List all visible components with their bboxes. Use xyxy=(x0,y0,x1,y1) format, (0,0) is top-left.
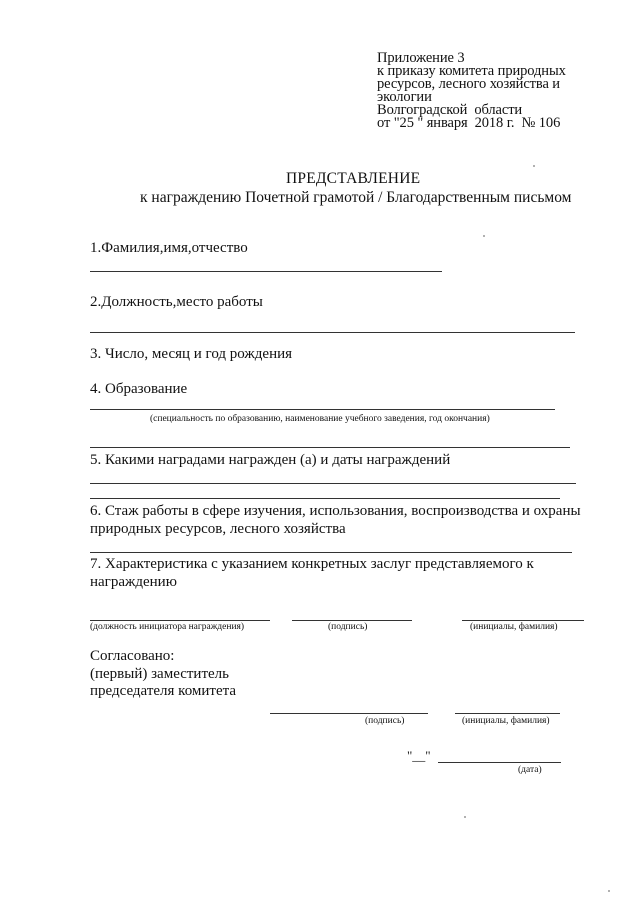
scan-speck xyxy=(608,890,610,892)
date-line[interactable] xyxy=(438,762,561,763)
initiator-signature-hint: (подпись) xyxy=(328,622,368,632)
field-education-hint: (специальность по образованию, наименование учебного заведения, год окончания) xyxy=(150,414,490,424)
scan-speck xyxy=(464,816,466,818)
approver-name-hint: (инициалы, фамилия) xyxy=(462,716,550,726)
appendix-block: Приложение 3 к приказу комитета природных ресурсов, лесного хозяйства и экологии Волгоградской области от "25 " января 2018 г. № 106 xyxy=(377,50,566,131)
approver-signature-line[interactable] xyxy=(270,713,428,714)
field-education-label: 4. Образование xyxy=(90,381,188,397)
field-full-name-line[interactable] xyxy=(90,271,442,272)
initiator-signature-line[interactable] xyxy=(292,620,412,621)
field-awards-line-2[interactable] xyxy=(90,498,560,499)
field-education-line-2[interactable] xyxy=(90,447,570,448)
field-awards-line[interactable] xyxy=(90,483,576,484)
field-full-name-label: 1.Фамилия,имя,отчество xyxy=(90,240,248,256)
initiator-position-hint: (должность инициатора награждения) xyxy=(90,622,245,632)
document-title: ПРЕДСТАВЛЕНИЕ xyxy=(286,170,421,187)
field-characteristic-label: 7. Характеристика с указанием конкретных заслуг представляемого к xyxy=(90,556,534,572)
initiator-name-line[interactable] xyxy=(462,620,584,621)
approver-name-line[interactable] xyxy=(455,713,560,714)
field-position-label: 2.Должность,место работы xyxy=(90,294,263,310)
field-birth-date-label: 3. Число, месяц и год рождения xyxy=(90,346,293,362)
field-education-line[interactable] xyxy=(90,409,555,410)
initiator-name-hint: (инициалы, фамилия) xyxy=(470,622,558,632)
field-awards-label: 5. Какими наградами награжден (а) и даты награждений xyxy=(90,452,451,468)
scan-speck xyxy=(483,235,485,237)
field-characteristic-label-2: награждению xyxy=(90,574,177,590)
field-experience-label-2: природных ресурсов, лесного хозяйства xyxy=(90,521,346,537)
scan-speck xyxy=(533,165,535,167)
deputy-label: (первый) заместитель xyxy=(90,666,229,682)
deputy-label-2: председателя комитета xyxy=(90,683,237,699)
field-position-line[interactable] xyxy=(90,332,575,333)
document-subtitle: к награждению Почетной грамотой / Благодарственным письмом xyxy=(140,189,572,206)
date-day: "__" xyxy=(407,748,431,763)
date-hint: (дата) xyxy=(518,765,542,775)
approved-label: Согласовано: xyxy=(90,648,175,664)
field-experience-label: 6. Стаж работы в сфере изучения, использования, воспроизводства и охраны xyxy=(90,503,581,519)
field-experience-line[interactable] xyxy=(90,552,572,553)
approver-signature-hint: (подпись) xyxy=(365,716,405,726)
initiator-position-line[interactable] xyxy=(90,620,270,621)
